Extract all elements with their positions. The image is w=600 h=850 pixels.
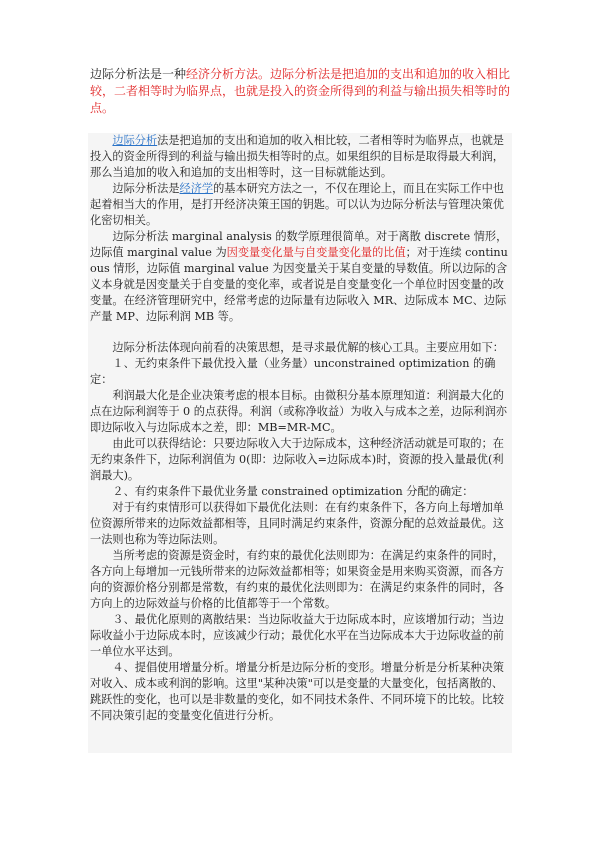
paragraph-incremental: ４、提倡使用增量分析。增量分析是边际分析的变形。增量分析是分析某种决策对收入、成本或利润的影响。这里"某种决策"可以是变量的大量变化，包括离散的、跳跃性的变化，也可以是非数量的变化，如不同技术条件、不同环境下的比较。比较不同决策引起的变量变化值进行分析。 bbox=[90, 661, 504, 722]
intro-highlight: 经济分析方法。边际分析法是把追加的支出和追加的收入相比较，二者相等时为临界点，也就是投入的资金所得到的利益与输出损失相等时的点。 bbox=[90, 67, 511, 115]
paragraph-math-after: ；对于连续 continuous 情形，边际值 marginal value 为因变量关于某自变量的导数值。所以边际的含义本身就是因变量关于自变量的变化率，或者说是自变量变化一个单位时因变量的改变量。在经济管理研究中，经常考虑的边际量有边际收入 MR、边际成本 MC、边际产量 MP、边际利润 MB 等。 bbox=[90, 246, 508, 323]
paragraph-definition bbox=[88, 133, 512, 181]
intro-paragraph bbox=[90, 66, 512, 117]
intro-prefix: 边际分析法是一种 bbox=[90, 67, 187, 81]
marginal-value-highlight: 因变量变化量与自变量变化量的比值 bbox=[226, 246, 406, 259]
paragraph-economics-before: 边际分析法是 bbox=[112, 182, 180, 195]
heading-constrained: ２、有约束条件下最优业务量 constrained optimization 分配的确定： bbox=[112, 485, 474, 498]
paragraph-math-before: 边际分析法 marginal analysis 的数学原理很简单。对于离散 discrete 情形，边际值 marginal value 为 bbox=[90, 230, 508, 259]
paragraph-discrete: ３、最优化原则的离散结果：当边际收益大于边际成本时，应该增加行动；当边际收益小于边际成本时，应该减少行动；最优化水平在当边际成本大于边际收益的前一单位水平达到。 bbox=[90, 613, 504, 658]
paragraph-math-principle bbox=[88, 229, 512, 325]
marginal-analysis-link[interactable]: 边际分析 bbox=[112, 134, 158, 147]
paragraph-gap bbox=[88, 325, 512, 340]
paragraph-capital: 当所考虑的资源是资金时，有约束的最优化法则即为：在满足约束条件的同时，各方向上每增加一元钱所带来的边际效益都相等；如果资金是用来购买资源，而各方向的资源价格分别都是常数，有约束的最优化法则即为：在满足约束条件的同时，各方向上的边际效益与价格的比值都等于一个常数。 bbox=[90, 549, 504, 610]
article-body bbox=[88, 133, 512, 753]
paragraph-definition-text: 法是把追加的支出和追加的收入相比较，二者相等时为临界点，也就是投入的资金所得到的利益与输出损失相等时的点。如果组织的目标是取得最大利润，那么当追加的收入和追加的支出相等时，这一目标就能达到。 bbox=[90, 134, 504, 179]
paragraph-profit-max: 利润最大化是企业决策考虑的根本目标。由微积分基本原理知道：利润最大化的点在边际利润等于 0 的点获得。利润（或称净收益）为收入与成本之差，边际利润亦即边际收入与边际成本之差，即：MB=MR-MC。 bbox=[90, 389, 507, 434]
paragraph-conclusion: 由此可以获得结论：只要边际收入大于边际成本，这种经济活动就是可取的；在无约束条件下，边际利润值为 0(即：边际收入=边际成本)时，资源的投入量最优(利润最大)。 bbox=[90, 437, 504, 482]
paragraph-applications-intro: 边际分析法体现向前看的决策思想，是寻求最优解的核心工具。主要应用如下： bbox=[112, 341, 504, 354]
economics-link[interactable]: 经济学 bbox=[179, 182, 214, 195]
paragraph-equal-marginal: 对于有约束情形可以获得如下最优化法则：在有约束条件下，各方向上每增加单位资源所带来的边际效益都相等，且同时满足约束条件，资源分配的总效益最优。这一法则也称为等边际法则。 bbox=[90, 501, 504, 546]
heading-unconstrained: １、无约束条件下最优投入量（业务量）unconstrained optimization 的确定： bbox=[90, 357, 496, 386]
paragraph-economics bbox=[88, 181, 512, 229]
paragraph-economics-after: 的基本研究方法之一，不仅在理论上，而且在实际工作中也起着相当大的作用，是打开经济决策王国的钥匙。可以认为边际分析法与管理决策优化密切相关。 bbox=[90, 182, 504, 227]
